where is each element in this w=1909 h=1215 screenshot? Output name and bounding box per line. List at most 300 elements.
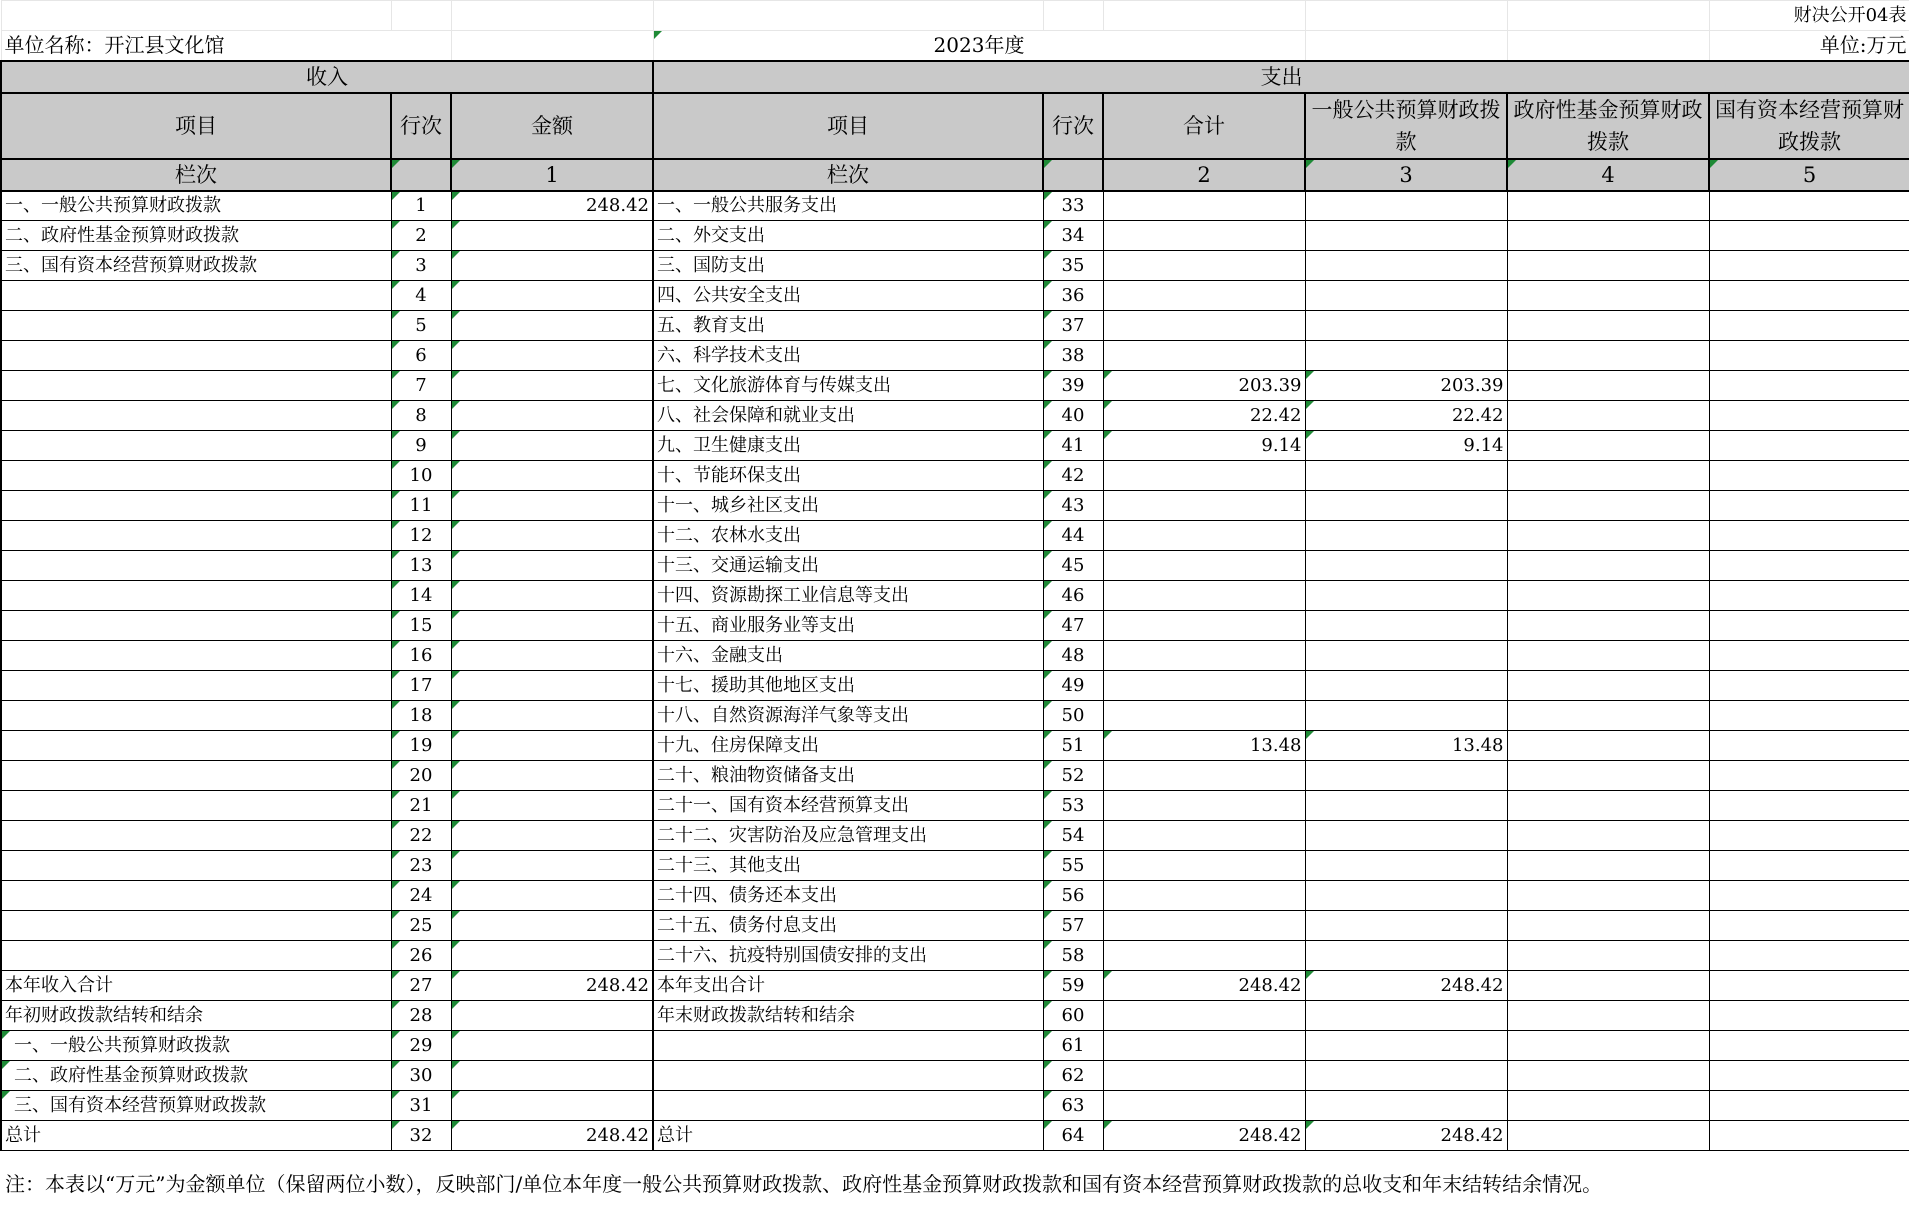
income-amount-cell[interactable]: 248.42 <box>451 971 653 1001</box>
income-amount-cell[interactable] <box>451 221 653 251</box>
blank-cell[interactable] <box>1507 31 1709 61</box>
income-amount-cell[interactable] <box>451 371 653 401</box>
income-row-no-cell[interactable]: 31 <box>391 1091 451 1121</box>
blank-cell[interactable] <box>451 31 653 61</box>
gov-fund-cell[interactable] <box>1507 311 1709 341</box>
general-budget-cell[interactable] <box>1305 521 1507 551</box>
income-amount-cell[interactable] <box>451 461 653 491</box>
general-budget-cell[interactable] <box>1305 1001 1507 1031</box>
income-row-no-cell[interactable]: 6 <box>391 341 451 371</box>
state-capital-cell[interactable] <box>1709 971 1909 1001</box>
gov-fund-cell[interactable] <box>1507 761 1709 791</box>
expense-item-cell[interactable]: 十四、资源勘探工业信息等支出 <box>653 581 1043 611</box>
general-budget-cell[interactable] <box>1305 461 1507 491</box>
expense-total-cell[interactable] <box>1103 611 1305 641</box>
income-amount-cell[interactable]: 248.42 <box>451 191 653 221</box>
income-row-no-cell[interactable]: 21 <box>391 791 451 821</box>
expense-row-no-cell[interactable]: 45 <box>1043 551 1103 581</box>
state-capital-cell[interactable] <box>1709 611 1909 641</box>
expense-total-cell[interactable] <box>1103 341 1305 371</box>
blank-cell[interactable] <box>451 1 653 31</box>
gov-fund-cell[interactable] <box>1507 701 1709 731</box>
gov-fund-cell[interactable] <box>1507 671 1709 701</box>
gov-fund-cell[interactable] <box>1507 1061 1709 1091</box>
income-amount-cell[interactable] <box>451 731 653 761</box>
income-row-no-cell[interactable]: 14 <box>391 581 451 611</box>
gov-fund-cell[interactable] <box>1507 611 1709 641</box>
expense-item-cell[interactable]: 二十四、债务还本支出 <box>653 881 1043 911</box>
expense-total-cell[interactable]: 248.42 <box>1103 1121 1305 1151</box>
expense-item-cell[interactable] <box>653 1091 1043 1121</box>
blank-cell[interactable] <box>1043 159 1103 191</box>
income-amount-cell[interactable] <box>451 851 653 881</box>
expense-row-no-cell[interactable]: 35 <box>1043 251 1103 281</box>
state-capital-cell[interactable] <box>1709 1031 1909 1061</box>
income-row-no-cell[interactable]: 11 <box>391 491 451 521</box>
expense-row-no-cell[interactable]: 56 <box>1043 881 1103 911</box>
expense-total-cell[interactable] <box>1103 761 1305 791</box>
income-item-cell[interactable] <box>1 611 391 641</box>
general-budget-cell[interactable] <box>1305 341 1507 371</box>
expense-total-cell[interactable] <box>1103 641 1305 671</box>
state-capital-cell[interactable] <box>1709 581 1909 611</box>
expense-row-no-cell[interactable]: 37 <box>1043 311 1103 341</box>
income-row-no-cell[interactable]: 8 <box>391 401 451 431</box>
gov-fund-cell[interactable] <box>1507 791 1709 821</box>
general-budget-cell[interactable] <box>1305 1061 1507 1091</box>
general-budget-cell[interactable] <box>1305 671 1507 701</box>
income-row-no-cell[interactable]: 5 <box>391 311 451 341</box>
expense-item-cell[interactable]: 二十、粮油物资储备支出 <box>653 761 1043 791</box>
general-budget-cell[interactable] <box>1305 761 1507 791</box>
expense-row-no-cell[interactable]: 61 <box>1043 1031 1103 1061</box>
gov-fund-cell[interactable] <box>1507 401 1709 431</box>
income-row-no-cell[interactable]: 23 <box>391 851 451 881</box>
expense-item-cell[interactable]: 本年支出合计 <box>653 971 1043 1001</box>
income-item-cell[interactable] <box>1 851 391 881</box>
blank-cell[interactable] <box>1 1 391 31</box>
expense-total-cell[interactable] <box>1103 491 1305 521</box>
income-item-cell[interactable] <box>1 911 391 941</box>
general-budget-cell[interactable] <box>1305 941 1507 971</box>
state-capital-cell[interactable] <box>1709 911 1909 941</box>
income-row-no-cell[interactable]: 29 <box>391 1031 451 1061</box>
blank-cell[interactable] <box>1043 1 1103 31</box>
expense-row-no-cell[interactable]: 62 <box>1043 1061 1103 1091</box>
expense-item-cell[interactable]: 五、教育支出 <box>653 311 1043 341</box>
general-budget-cell[interactable] <box>1305 221 1507 251</box>
expense-item-cell[interactable]: 十九、住房保障支出 <box>653 731 1043 761</box>
state-capital-cell[interactable] <box>1709 641 1909 671</box>
state-capital-cell[interactable] <box>1709 311 1909 341</box>
general-budget-cell[interactable]: 248.42 <box>1305 1121 1507 1151</box>
income-amount-cell[interactable] <box>451 701 653 731</box>
gov-fund-cell[interactable] <box>1507 281 1709 311</box>
general-budget-cell[interactable] <box>1305 791 1507 821</box>
income-item-cell[interactable] <box>1 521 391 551</box>
general-budget-cell[interactable]: 22.42 <box>1305 401 1507 431</box>
general-budget-cell[interactable] <box>1305 641 1507 671</box>
general-budget-cell[interactable] <box>1305 251 1507 281</box>
expense-row-no-cell[interactable]: 33 <box>1043 191 1103 221</box>
income-amount-cell[interactable] <box>451 311 653 341</box>
income-amount-cell[interactable] <box>451 791 653 821</box>
expense-item-cell[interactable]: 三、国防支出 <box>653 251 1043 281</box>
expense-item-cell[interactable]: 二、外交支出 <box>653 221 1043 251</box>
general-budget-cell[interactable] <box>1305 821 1507 851</box>
expense-total-cell[interactable] <box>1103 551 1305 581</box>
state-capital-cell[interactable] <box>1709 221 1909 251</box>
income-amount-cell[interactable] <box>451 941 653 971</box>
income-row-no-cell[interactable]: 27 <box>391 971 451 1001</box>
general-budget-cell[interactable] <box>1305 1031 1507 1061</box>
income-amount-cell[interactable] <box>451 671 653 701</box>
general-budget-cell[interactable] <box>1305 191 1507 221</box>
gov-fund-cell[interactable] <box>1507 371 1709 401</box>
blank-cell[interactable] <box>1507 1 1709 31</box>
blank-cell[interactable] <box>391 1 451 31</box>
income-amount-cell[interactable] <box>451 1061 653 1091</box>
expense-total-cell[interactable]: 248.42 <box>1103 971 1305 1001</box>
income-item-cell[interactable] <box>1 791 391 821</box>
expense-row-no-cell[interactable]: 50 <box>1043 701 1103 731</box>
income-item-cell[interactable]: 年初财政拨款结转和结余 <box>1 1001 391 1031</box>
expense-row-no-cell[interactable]: 36 <box>1043 281 1103 311</box>
expense-row-no-cell[interactable]: 48 <box>1043 641 1103 671</box>
expense-item-cell[interactable]: 二十六、抗疫特别国债安排的支出 <box>653 941 1043 971</box>
gov-fund-cell[interactable] <box>1507 881 1709 911</box>
expense-total-cell[interactable] <box>1103 671 1305 701</box>
gov-fund-cell[interactable] <box>1507 1031 1709 1061</box>
expense-total-cell[interactable] <box>1103 251 1305 281</box>
expense-total-cell[interactable] <box>1103 1001 1305 1031</box>
income-row-no-cell[interactable]: 18 <box>391 701 451 731</box>
general-budget-cell[interactable] <box>1305 881 1507 911</box>
expense-total-cell[interactable] <box>1103 581 1305 611</box>
state-capital-cell[interactable] <box>1709 1121 1909 1151</box>
gov-fund-cell[interactable] <box>1507 971 1709 1001</box>
income-row-no-cell[interactable]: 12 <box>391 521 451 551</box>
state-capital-cell[interactable] <box>1709 251 1909 281</box>
income-row-no-cell[interactable]: 3 <box>391 251 451 281</box>
gov-fund-cell[interactable] <box>1507 1121 1709 1151</box>
gov-fund-cell[interactable] <box>1507 251 1709 281</box>
income-row-no-cell[interactable]: 1 <box>391 191 451 221</box>
state-capital-cell[interactable] <box>1709 941 1909 971</box>
expense-total-cell[interactable]: 13.48 <box>1103 731 1305 761</box>
expense-item-cell[interactable]: 十六、金融支出 <box>653 641 1043 671</box>
expense-item-cell[interactable]: 二十五、债务付息支出 <box>653 911 1043 941</box>
income-item-cell[interactable] <box>1 671 391 701</box>
state-capital-cell[interactable] <box>1709 761 1909 791</box>
gov-fund-cell[interactable] <box>1507 1001 1709 1031</box>
expense-total-cell[interactable] <box>1103 821 1305 851</box>
expense-total-cell[interactable] <box>1103 1061 1305 1091</box>
expense-item-cell[interactable]: 十二、农林水支出 <box>653 521 1043 551</box>
gov-fund-cell[interactable] <box>1507 431 1709 461</box>
income-item-cell[interactable] <box>1 701 391 731</box>
income-row-no-cell[interactable]: 15 <box>391 611 451 641</box>
expense-total-cell[interactable] <box>1103 221 1305 251</box>
income-item-cell[interactable] <box>1 311 391 341</box>
income-amount-cell[interactable] <box>451 521 653 551</box>
expense-item-cell[interactable]: 十七、援助其他地区支出 <box>653 671 1043 701</box>
income-row-no-cell[interactable]: 10 <box>391 461 451 491</box>
expense-total-cell[interactable] <box>1103 281 1305 311</box>
income-item-cell[interactable] <box>1 431 391 461</box>
expense-row-no-cell[interactable]: 64 <box>1043 1121 1103 1151</box>
income-amount-cell[interactable] <box>451 341 653 371</box>
expense-row-no-cell[interactable]: 40 <box>1043 401 1103 431</box>
income-row-no-cell[interactable]: 30 <box>391 1061 451 1091</box>
expense-total-cell[interactable] <box>1103 1031 1305 1061</box>
income-item-cell[interactable] <box>1 371 391 401</box>
income-item-cell[interactable] <box>1 341 391 371</box>
gov-fund-cell[interactable] <box>1507 641 1709 671</box>
income-amount-cell[interactable] <box>451 641 653 671</box>
expense-total-cell[interactable] <box>1103 191 1305 221</box>
income-item-cell[interactable] <box>1 731 391 761</box>
expense-row-no-cell[interactable]: 38 <box>1043 341 1103 371</box>
income-row-no-cell[interactable]: 28 <box>391 1001 451 1031</box>
state-capital-cell[interactable] <box>1709 461 1909 491</box>
expense-row-no-cell[interactable]: 41 <box>1043 431 1103 461</box>
general-budget-cell[interactable] <box>1305 581 1507 611</box>
expense-row-no-cell[interactable]: 59 <box>1043 971 1103 1001</box>
expense-total-cell[interactable] <box>1103 881 1305 911</box>
blank-cell[interactable] <box>1305 31 1507 61</box>
gov-fund-cell[interactable] <box>1507 341 1709 371</box>
income-row-no-cell[interactable]: 13 <box>391 551 451 581</box>
income-amount-cell[interactable] <box>451 251 653 281</box>
expense-row-no-cell[interactable]: 42 <box>1043 461 1103 491</box>
income-item-cell[interactable] <box>1 551 391 581</box>
gov-fund-cell[interactable] <box>1507 941 1709 971</box>
expense-item-cell[interactable]: 十三、交通运输支出 <box>653 551 1043 581</box>
state-capital-cell[interactable] <box>1709 671 1909 701</box>
state-capital-cell[interactable] <box>1709 1001 1909 1031</box>
gov-fund-cell[interactable] <box>1507 851 1709 881</box>
state-capital-cell[interactable] <box>1709 341 1909 371</box>
gov-fund-cell[interactable] <box>1507 491 1709 521</box>
expense-row-no-cell[interactable]: 58 <box>1043 941 1103 971</box>
income-amount-cell[interactable] <box>451 1031 653 1061</box>
income-amount-cell[interactable] <box>451 1001 653 1031</box>
income-item-cell[interactable]: 三、国有资本经营预算财政拨款 <box>1 251 391 281</box>
income-row-no-cell[interactable]: 26 <box>391 941 451 971</box>
gov-fund-cell[interactable] <box>1507 911 1709 941</box>
state-capital-cell[interactable] <box>1709 191 1909 221</box>
state-capital-cell[interactable] <box>1709 1091 1909 1121</box>
expense-item-cell[interactable]: 一、一般公共服务支出 <box>653 191 1043 221</box>
expense-total-cell[interactable] <box>1103 461 1305 491</box>
income-row-no-cell[interactable]: 20 <box>391 761 451 791</box>
state-capital-cell[interactable] <box>1709 431 1909 461</box>
gov-fund-cell[interactable] <box>1507 821 1709 851</box>
expense-item-cell[interactable] <box>653 1031 1043 1061</box>
general-budget-cell[interactable] <box>1305 701 1507 731</box>
expense-item-cell[interactable]: 四、公共安全支出 <box>653 281 1043 311</box>
state-capital-cell[interactable] <box>1709 521 1909 551</box>
expense-item-cell[interactable]: 十、节能环保支出 <box>653 461 1043 491</box>
income-amount-cell[interactable] <box>451 611 653 641</box>
income-item-cell[interactable]: 总计 <box>1 1121 391 1151</box>
expense-item-cell[interactable]: 二十三、其他支出 <box>653 851 1043 881</box>
expense-total-cell[interactable] <box>1103 701 1305 731</box>
expense-row-no-cell[interactable]: 34 <box>1043 221 1103 251</box>
income-row-no-cell[interactable]: 32 <box>391 1121 451 1151</box>
expense-row-no-cell[interactable]: 49 <box>1043 671 1103 701</box>
income-row-no-cell[interactable]: 16 <box>391 641 451 671</box>
expense-row-no-cell[interactable]: 46 <box>1043 581 1103 611</box>
blank-cell[interactable] <box>1305 1 1507 31</box>
general-budget-cell[interactable] <box>1305 551 1507 581</box>
expense-row-no-cell[interactable]: 44 <box>1043 521 1103 551</box>
income-row-no-cell[interactable]: 19 <box>391 731 451 761</box>
expense-row-no-cell[interactable]: 63 <box>1043 1091 1103 1121</box>
state-capital-cell[interactable] <box>1709 491 1909 521</box>
gov-fund-cell[interactable] <box>1507 191 1709 221</box>
general-budget-cell[interactable] <box>1305 1091 1507 1121</box>
income-item-cell[interactable]: 三、国有资本经营预算财政拨款 <box>1 1091 391 1121</box>
state-capital-cell[interactable] <box>1709 371 1909 401</box>
state-capital-cell[interactable] <box>1709 731 1909 761</box>
state-capital-cell[interactable] <box>1709 1061 1909 1091</box>
income-item-cell[interactable] <box>1 821 391 851</box>
income-item-cell[interactable]: 一、一般公共预算财政拨款 <box>1 1031 391 1061</box>
income-item-cell[interactable]: 本年收入合计 <box>1 971 391 1001</box>
income-item-cell[interactable] <box>1 761 391 791</box>
gov-fund-cell[interactable] <box>1507 581 1709 611</box>
expense-total-cell[interactable]: 22.42 <box>1103 401 1305 431</box>
expense-item-cell[interactable]: 八、社会保障和就业支出 <box>653 401 1043 431</box>
state-capital-cell[interactable] <box>1709 791 1909 821</box>
state-capital-cell[interactable] <box>1709 401 1909 431</box>
expense-row-no-cell[interactable]: 51 <box>1043 731 1103 761</box>
general-budget-cell[interactable]: 248.42 <box>1305 971 1507 1001</box>
state-capital-cell[interactable] <box>1709 821 1909 851</box>
income-item-cell[interactable] <box>1 461 391 491</box>
expense-total-cell[interactable]: 9.14 <box>1103 431 1305 461</box>
income-amount-cell[interactable] <box>451 911 653 941</box>
expense-total-cell[interactable] <box>1103 521 1305 551</box>
income-amount-cell[interactable] <box>451 431 653 461</box>
expense-total-cell[interactable] <box>1103 911 1305 941</box>
income-item-cell[interactable]: 一、一般公共预算财政拨款 <box>1 191 391 221</box>
expense-item-cell[interactable]: 十五、商业服务业等支出 <box>653 611 1043 641</box>
expense-total-cell[interactable]: 203.39 <box>1103 371 1305 401</box>
general-budget-cell[interactable] <box>1305 911 1507 941</box>
state-capital-cell[interactable] <box>1709 881 1909 911</box>
gov-fund-cell[interactable] <box>1507 1091 1709 1121</box>
expense-row-no-cell[interactable]: 43 <box>1043 491 1103 521</box>
expense-item-cell[interactable]: 七、文化旅游体育与传媒支出 <box>653 371 1043 401</box>
expense-total-cell[interactable] <box>1103 941 1305 971</box>
general-budget-cell[interactable] <box>1305 491 1507 521</box>
general-budget-cell[interactable] <box>1305 311 1507 341</box>
income-row-no-cell[interactable]: 9 <box>391 431 451 461</box>
expense-row-no-cell[interactable]: 39 <box>1043 371 1103 401</box>
gov-fund-cell[interactable] <box>1507 551 1709 581</box>
state-capital-cell[interactable] <box>1709 701 1909 731</box>
expense-item-cell[interactable]: 六、科学技术支出 <box>653 341 1043 371</box>
income-row-no-cell[interactable]: 22 <box>391 821 451 851</box>
expense-item-cell[interactable]: 年末财政拨款结转和结余 <box>653 1001 1043 1031</box>
income-amount-cell[interactable] <box>451 281 653 311</box>
expense-item-cell[interactable]: 九、卫生健康支出 <box>653 431 1043 461</box>
income-row-no-cell[interactable]: 17 <box>391 671 451 701</box>
expense-item-cell[interactable]: 二十一、国有资本经营预算支出 <box>653 791 1043 821</box>
income-amount-cell[interactable] <box>451 1091 653 1121</box>
state-capital-cell[interactable] <box>1709 851 1909 881</box>
income-amount-cell[interactable] <box>451 761 653 791</box>
income-item-cell[interactable]: 二、政府性基金预算财政拨款 <box>1 1061 391 1091</box>
blank-cell[interactable] <box>1103 1 1305 31</box>
income-item-cell[interactable]: 二、政府性基金预算财政拨款 <box>1 221 391 251</box>
income-item-cell[interactable] <box>1 581 391 611</box>
expense-total-cell[interactable] <box>1103 851 1305 881</box>
income-amount-cell[interactable] <box>451 821 653 851</box>
income-item-cell[interactable] <box>1 641 391 671</box>
general-budget-cell[interactable]: 203.39 <box>1305 371 1507 401</box>
general-budget-cell[interactable] <box>1305 281 1507 311</box>
general-budget-cell[interactable] <box>1305 611 1507 641</box>
income-item-cell[interactable] <box>1 491 391 521</box>
income-item-cell[interactable] <box>1 281 391 311</box>
expense-total-cell[interactable] <box>1103 1091 1305 1121</box>
income-row-no-cell[interactable]: 7 <box>391 371 451 401</box>
expense-row-no-cell[interactable]: 52 <box>1043 761 1103 791</box>
income-amount-cell[interactable] <box>451 881 653 911</box>
income-amount-cell[interactable] <box>451 551 653 581</box>
income-item-cell[interactable] <box>1 401 391 431</box>
expense-row-no-cell[interactable]: 53 <box>1043 791 1103 821</box>
expense-total-cell[interactable] <box>1103 791 1305 821</box>
expense-item-cell[interactable]: 二十二、灾害防治及应急管理支出 <box>653 821 1043 851</box>
expense-row-no-cell[interactable]: 57 <box>1043 911 1103 941</box>
expense-row-no-cell[interactable]: 55 <box>1043 851 1103 881</box>
income-row-no-cell[interactable]: 25 <box>391 911 451 941</box>
general-budget-cell[interactable] <box>1305 851 1507 881</box>
income-amount-cell[interactable]: 248.42 <box>451 1121 653 1151</box>
blank-cell[interactable] <box>391 159 451 191</box>
blank-cell[interactable] <box>653 1 1043 31</box>
expense-row-no-cell[interactable]: 47 <box>1043 611 1103 641</box>
state-capital-cell[interactable] <box>1709 281 1909 311</box>
income-amount-cell[interactable] <box>451 401 653 431</box>
gov-fund-cell[interactable] <box>1507 221 1709 251</box>
income-row-no-cell[interactable]: 2 <box>391 221 451 251</box>
state-capital-cell[interactable] <box>1709 551 1909 581</box>
income-row-no-cell[interactable]: 4 <box>391 281 451 311</box>
gov-fund-cell[interactable] <box>1507 521 1709 551</box>
expense-total-cell[interactable] <box>1103 311 1305 341</box>
income-amount-cell[interactable] <box>451 581 653 611</box>
general-budget-cell[interactable]: 13.48 <box>1305 731 1507 761</box>
expense-item-cell[interactable] <box>653 1061 1043 1091</box>
income-amount-cell[interactable] <box>451 491 653 521</box>
gov-fund-cell[interactable] <box>1507 461 1709 491</box>
expense-row-no-cell[interactable]: 54 <box>1043 821 1103 851</box>
expense-item-cell[interactable]: 十八、自然资源海洋气象等支出 <box>653 701 1043 731</box>
income-item-cell[interactable] <box>1 881 391 911</box>
income-item-cell[interactable] <box>1 941 391 971</box>
general-budget-cell[interactable]: 9.14 <box>1305 431 1507 461</box>
gov-fund-cell[interactable] <box>1507 731 1709 761</box>
expense-item-cell[interactable]: 十一、城乡社区支出 <box>653 491 1043 521</box>
income-row-no-cell[interactable]: 24 <box>391 881 451 911</box>
expense-row-no-cell[interactable]: 60 <box>1043 1001 1103 1031</box>
